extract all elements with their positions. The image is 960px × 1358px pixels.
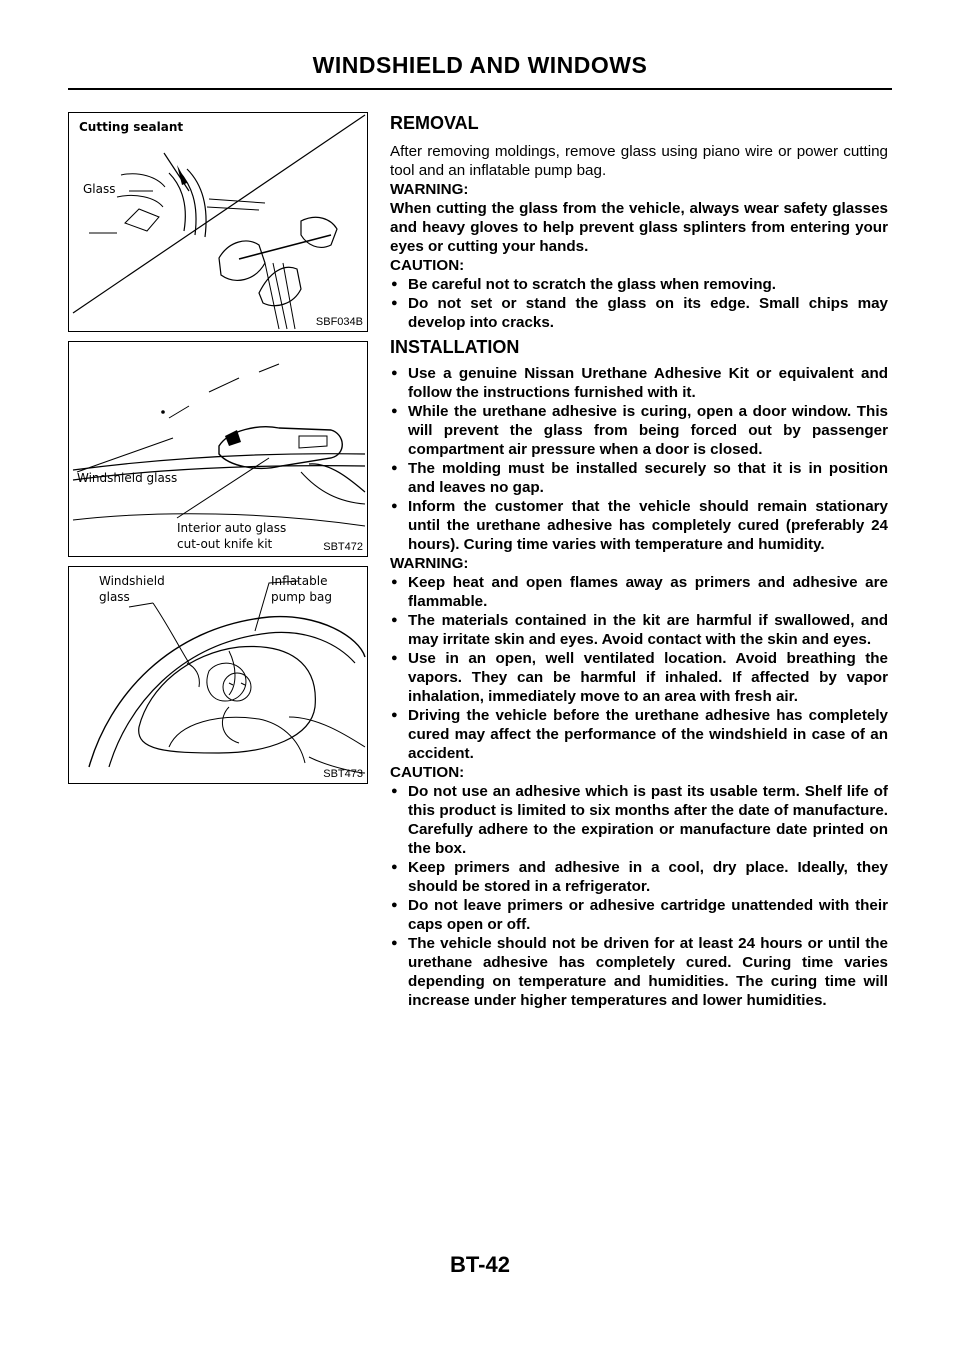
list-item: ● Do not use an adhesive which is past its usable term. Shelf life of this product is limited to six months after the date of manufacture. Carefully adhere to the expiration or manufacture date printed on the box. xyxy=(390,782,888,858)
removal-caution-label: CAUTION: xyxy=(390,257,465,274)
list-item: ● The materials contained in the kit are harmful if swallowed, and may irritate skin and eyes. Avoid contact with the skin and eyes. xyxy=(390,611,888,649)
removal-warning-label: WARNING: xyxy=(390,181,469,198)
list-item: ● While the urethane adhesive is curing, open a door window. This will prevent the glass from being forced out by passenger compartment air pressure when a door is closed. xyxy=(390,402,888,459)
list-item: ● Do not set or stand the glass on its edge. Small chips may develop into cracks. xyxy=(390,294,888,332)
figure-code: SBT472 xyxy=(323,541,363,553)
list-item: ● Keep primers and adhesive in a cool, dry place. Ideally, they should be stored in a refrigerator. xyxy=(390,858,888,896)
knife-kit-illustration xyxy=(69,342,367,556)
figure-pump-bag xyxy=(68,566,368,784)
installation-warnings xyxy=(390,573,888,763)
pump-bag-illustration xyxy=(69,567,367,783)
list-item: ● Inform the customer that the vehicle should remain stationary until the urethane adhesive has completely cured (preferably 24 hours). Curing time varies with temperature and humidity. xyxy=(390,497,888,554)
header-rule xyxy=(68,88,892,90)
label-windshield-glass: Windshield glass xyxy=(77,471,178,485)
label-cutting-sealant: Cutting sealant xyxy=(79,120,184,134)
installation-caution-label: CAUTION: xyxy=(390,764,465,781)
removal-warning-text: When cutting the glass from the vehicle, always wear safety glasses and heavy gloves to help prevent glass splinters from entering your eyes or cutting your hands. xyxy=(390,200,888,255)
figure-code: SBT473 xyxy=(323,768,363,780)
figure-code: SBF034B xyxy=(315,316,363,328)
figure-knife-kit xyxy=(68,341,368,557)
label-pump-line1: Inflatable xyxy=(271,574,328,588)
list-item: ● The molding must be installed securely so that it is in position and leaves no gap. xyxy=(390,459,888,497)
list-item: ● Be careful not to scratch the glass when removing. xyxy=(390,275,888,294)
label-knife-kit-line1: Interior auto glass xyxy=(177,521,287,535)
removal-heading: REMOVAL xyxy=(390,113,479,133)
removal-caution-list xyxy=(390,275,888,332)
page-number: BT-42 xyxy=(450,1252,510,1277)
label-glass: Glass xyxy=(83,182,116,196)
label-pump-line2: pump bag xyxy=(271,590,332,604)
list-item: ● Do not leave primers or adhesive cartridge unattended with their caps open or off. xyxy=(390,896,888,934)
installation-warning-label: WARNING: xyxy=(390,555,469,572)
installation-steps xyxy=(390,364,888,554)
list-item: ● Driving the vehicle before the urethane adhesive has completely cured may affect the performance of the windshield in case of an accident. xyxy=(390,706,888,763)
label-windshield-line2: glass xyxy=(99,590,130,604)
main-content xyxy=(390,112,888,1010)
list-item: ● The vehicle should not be driven for at least 24 hours or until the urethane adhesive has completely cured. Curing time varies depending on temperature and humidities. The curing time will increase under higher temperatures and lower humidities. xyxy=(390,934,888,1010)
list-item: ● Use a genuine Nissan Urethane Adhesive Kit or equivalent and follow the instructions furnished with it. xyxy=(390,364,888,402)
label-windshield-line1: Windshield xyxy=(99,574,165,588)
installation-cautions xyxy=(390,782,888,1010)
figure-cutting-sealant xyxy=(68,112,368,332)
removal-intro: After removing moldings, remove glass using piano wire or power cutting tool and an inflatable pump bag. xyxy=(390,143,888,179)
installation-heading: INSTALLATION xyxy=(390,337,520,357)
label-knife-kit-line2: cut-out knife kit xyxy=(177,537,273,551)
cutting-illustration xyxy=(69,113,367,331)
list-item: ● Use in an open, well ventilated location. Avoid breathing the vapors. They can be harmful if inhaled. If affected by vapor inhalation, immediately move to an area with fresh air. xyxy=(390,649,888,706)
page-header: WINDSHIELD AND WINDOWS xyxy=(312,52,648,78)
list-item: ● Keep heat and open flames away as primers and adhesive are flammable. xyxy=(390,573,888,611)
